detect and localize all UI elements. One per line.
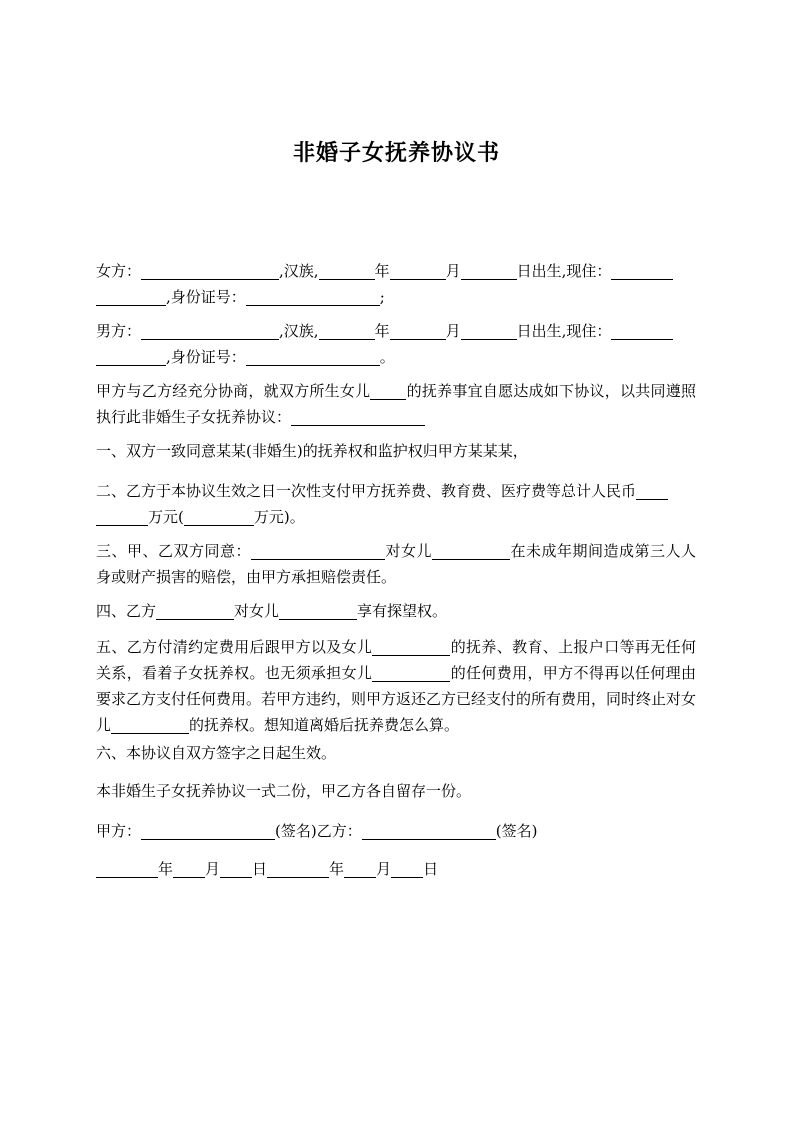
- male-id-label: ,身份证号：: [166, 348, 246, 366]
- male-address-blank-2[interactable]: [96, 348, 166, 366]
- clause-2: [96, 478, 696, 530]
- male-year-blank[interactable]: [319, 322, 375, 340]
- male-end: 。: [379, 348, 395, 366]
- amount-blank-1[interactable]: [636, 482, 668, 500]
- clause-6: 六、本协议自双方签字之日起生效。: [96, 744, 337, 762]
- clause-3-daughter-blank[interactable]: [432, 542, 510, 560]
- clause-2-text-3: 万元)。: [253, 508, 305, 526]
- male-label: 男方：: [96, 322, 142, 340]
- party-b-sign-label: (签名): [495, 822, 538, 840]
- date-a-month-label: 月: [205, 860, 221, 878]
- clause-5-daughter-blank-2[interactable]: [372, 664, 450, 682]
- clause-1: 一、双方一致同意某某(非婚生)的抚养权和监护权归甲方某某某，: [96, 442, 528, 460]
- male-address-blank-1[interactable]: [611, 322, 673, 340]
- party-female-info: [96, 258, 696, 310]
- date-line: [96, 856, 696, 882]
- date-b-day-label: 日: [423, 860, 439, 878]
- copies-statement: 本非婚生子女抚养协议一式二份，甲乙方各自留存一份。: [96, 782, 472, 800]
- female-day-blank[interactable]: [461, 262, 517, 280]
- page-title: 非婚子女抚养协议书: [292, 141, 500, 166]
- party-a-label: 甲方：: [96, 822, 142, 840]
- clause-3-party-blank[interactable]: [251, 542, 385, 560]
- female-month-blank[interactable]: [390, 262, 446, 280]
- clause-5-text-4: 的抚养权。想知道离婚后抚养费怎么算。: [189, 716, 460, 734]
- clause-5-daughter-blank-1[interactable]: [372, 638, 450, 656]
- date-a-day-label: 日: [252, 860, 268, 878]
- party-b-signature-blank[interactable]: [362, 822, 496, 840]
- date-b-month-blank[interactable]: [344, 860, 376, 878]
- date-a-day-blank[interactable]: [220, 860, 252, 878]
- date-a-month-blank[interactable]: [173, 860, 205, 878]
- clause-4-daughter-blank[interactable]: [279, 602, 357, 620]
- intro-end-blank[interactable]: [291, 408, 425, 426]
- male-month-blank[interactable]: [390, 322, 446, 340]
- clause-5-text-2: 的抚养、教育、上报户口等再无任何关系，看着子女抚养权。也无须承担女儿: [96, 638, 696, 682]
- clause-2-text-1: 二、乙方于本协议生效之日一次性支付甲方抚养费、教育费、医疗费等总计人民币: [96, 482, 637, 500]
- male-year-label: 年: [374, 322, 390, 340]
- female-birth-label: 日出生,现住：: [516, 262, 612, 280]
- clause-3-text-2: 对女儿: [384, 542, 432, 560]
- female-id-blank[interactable]: [246, 288, 380, 306]
- female-label: 女方：: [96, 262, 142, 280]
- clause-2-text-2: 万元(: [148, 508, 184, 526]
- amount-words-blank[interactable]: [184, 508, 254, 526]
- signature-line: [96, 818, 696, 844]
- male-day-blank[interactable]: [461, 322, 517, 340]
- female-year-label: 年: [374, 262, 390, 280]
- female-month-label: 月: [445, 262, 461, 280]
- female-address-blank-2[interactable]: [96, 288, 166, 306]
- male-birth-label: 日出生,现住：: [516, 322, 612, 340]
- clause-3-text-3: 在未成年期间造成第三人人身或财产损害的赔偿，由甲方承担赔偿责任。: [96, 542, 696, 586]
- male-id-blank[interactable]: [246, 348, 380, 366]
- date-a-year-label: 年: [158, 860, 174, 878]
- intro-text-2: 的抚养事宜自愿达成如下协议，以共同遵照执行此非婚生子女抚养协议：: [96, 382, 696, 426]
- date-b-year-label: 年: [329, 860, 345, 878]
- date-b-year-blank[interactable]: [267, 860, 329, 878]
- female-ethnicity: ,汉族,: [279, 262, 319, 280]
- clause-4-party-blank[interactable]: [156, 602, 234, 620]
- female-end: ;: [379, 288, 385, 306]
- clause-3-text-1: 三、甲、乙双方同意：: [96, 542, 251, 560]
- party-b-label: (签名)乙方：: [275, 822, 362, 840]
- male-month-label: 月: [445, 322, 461, 340]
- clause-5: [96, 634, 696, 738]
- daughter-name-blank[interactable]: [370, 382, 406, 400]
- clause-4-text-3: 享有探望权。: [357, 602, 448, 620]
- male-ethnicity: ,汉族,: [279, 322, 319, 340]
- intro-paragraph: [96, 378, 696, 430]
- clause-5-text-1: 五、乙方付清约定费用后跟甲方以及女儿: [96, 638, 373, 656]
- party-male-info: [96, 318, 696, 370]
- date-b-month-label: 月: [376, 860, 392, 878]
- female-name-blank[interactable]: [141, 262, 279, 280]
- male-name-blank[interactable]: [141, 322, 279, 340]
- female-id-label: ,身份证号：: [166, 288, 246, 306]
- female-year-blank[interactable]: [319, 262, 375, 280]
- intro-text-1: 甲方与乙方经充分协商，就双方所生女儿: [96, 382, 371, 400]
- female-address-blank-1[interactable]: [611, 262, 673, 280]
- party-a-signature-blank[interactable]: [141, 822, 275, 840]
- clause-3: [96, 538, 696, 590]
- clause-4-text-1: 四、乙方: [96, 602, 157, 620]
- clause-4: [96, 598, 696, 624]
- amount-blank-2[interactable]: [96, 508, 148, 526]
- clause-5-text-3: 的任何费用，甲方不得再以任何理由要求乙方支付任何费用。若甲方违约，则甲方返还乙方已经支付的所有费用，同时终止对女儿: [96, 664, 697, 734]
- date-a-year-blank[interactable]: [96, 860, 158, 878]
- clause-4-text-2: 对女儿: [234, 602, 280, 620]
- clause-5-daughter-blank-3[interactable]: [111, 716, 189, 734]
- date-b-day-blank[interactable]: [391, 860, 423, 878]
